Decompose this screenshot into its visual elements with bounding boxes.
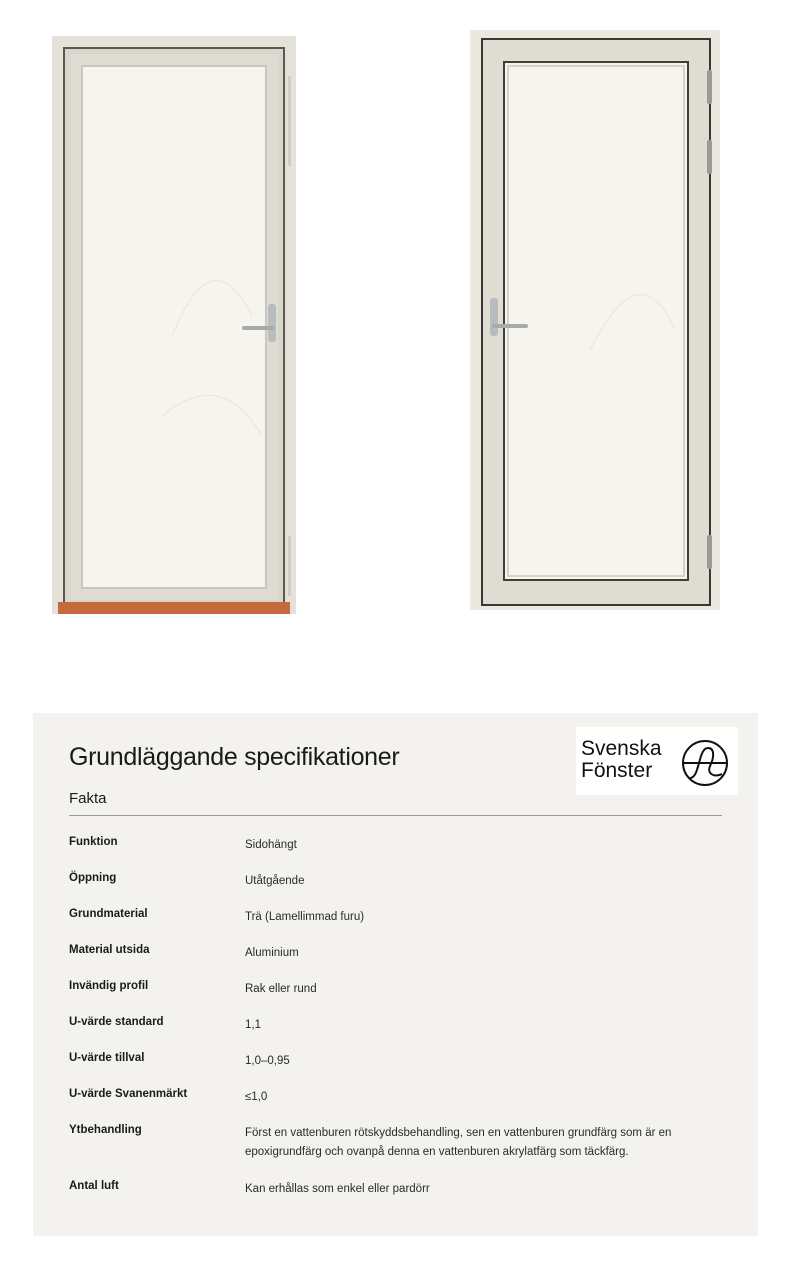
spec-label: Ytbehandling xyxy=(69,1124,142,1136)
spec-label: U-värde standard xyxy=(69,1016,164,1028)
spec-value: 1,1 xyxy=(245,1019,261,1031)
spec-value: Rak eller rund xyxy=(245,983,317,995)
divider xyxy=(69,815,722,816)
spec-label: Antal luft xyxy=(69,1180,119,1192)
spec-value: ≤1,0 xyxy=(245,1091,268,1103)
brand-logo-icon xyxy=(680,738,730,788)
specifications-title: Grundläggande specifikationer xyxy=(69,743,400,771)
spec-value: Aluminium xyxy=(245,947,299,959)
door-side-hinged-image xyxy=(470,30,720,610)
specifications-subtitle: Fakta xyxy=(69,790,107,807)
spec-label: Grundmaterial xyxy=(69,908,148,920)
door-front-image xyxy=(52,36,296,614)
spec-value: Trä (Lamellimmad furu) xyxy=(245,911,365,923)
spec-value: 1,0–0,95 xyxy=(245,1055,290,1067)
spec-label: U-värde Svanenmärkt xyxy=(69,1088,188,1100)
spec-label: Invändig profil xyxy=(69,980,149,992)
specifications-panel xyxy=(33,713,758,1236)
brand-logo-line1: Svenska xyxy=(581,737,662,760)
spec-value: Utåtgående xyxy=(245,875,305,887)
spec-value: Kan erhållas som enkel eller pardörr xyxy=(245,1183,430,1195)
brand-logo-text xyxy=(581,738,662,782)
spec-label: U-värde tillval xyxy=(69,1052,145,1064)
spec-value: Först en vattenburen rötskyddsbehandling, sen en vattenburen grundfärg som är en epoxigrundfärg och ovanpå denna en vattenburen akrylatfärg som täckfärg. xyxy=(245,1127,672,1158)
spec-value: Sidohängt xyxy=(245,839,297,851)
brand-logo-line2: Fönster xyxy=(581,759,653,782)
brand-logo xyxy=(576,727,738,795)
spec-label: Material utsida xyxy=(69,944,150,956)
spec-label: Öppning xyxy=(69,872,117,884)
spec-label: Funktion xyxy=(69,836,118,848)
